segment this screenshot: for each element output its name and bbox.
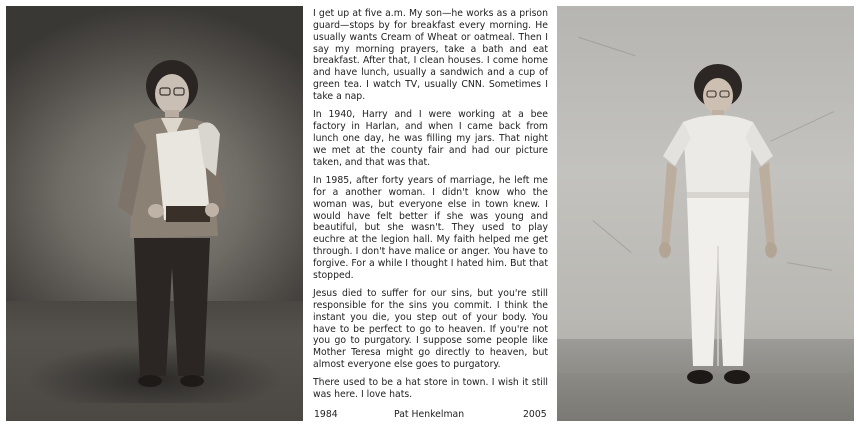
story-text [313,8,548,408]
paragraph: I get up at five a.m. My son—he works as a prison guard—stops by for breakfast every morning. He usually wants Cream of Wheat or oatmeal. Then I say my morning prayers, take a bath and eat breakfast. After that, I clean houses. I come home and have lunch, usually a sandwich and a cup of green tea. I watch TV, usually CNN. Sometimes I take a nap. [313,8,548,102]
portrait-photo-1984 [6,6,303,421]
paragraph: There used to be a hat store in town. I wish it still was here. I love hats. [313,377,548,401]
caption-photographer: Pat Henkelman [394,409,465,420]
caption-year-right: 2005 [523,409,547,420]
caption-year-left: 1984 [314,409,338,420]
woman-standing-figure [557,6,854,421]
paragraph: In 1985, after forty years of marriage, he left me for a another woman. I didn't know who the woman was, but everyone else in town knew. I would have felt better if she was young and beautiful, but she wasn't. They used to play euchre at the legion hall. My faith helped me get through. I don't have malice or anger. You have to forgive. For a while I thought I hated him. But that stopped. [313,174,548,281]
paragraph: Jesus died to suffer for our sins, but you're still responsible for the sins you commit. I think the instant you die, you step out of your body. You have to be perfect to go to heaven. If you're not you go to purgatory. I suppose some people like Mother Teresa might go directly to heaven, but almost everyone else goes to purgatory. [313,288,548,371]
paragraph: In 1940, Harry and I were working at a bee factory in Harlan, and when I came back from lunch one day, he was filling my jars. That night we met at the county fair and had our picture taken, and that was that. [313,109,548,168]
portrait-photo-2005 [557,6,854,421]
woman-with-jars-figure [6,6,303,421]
